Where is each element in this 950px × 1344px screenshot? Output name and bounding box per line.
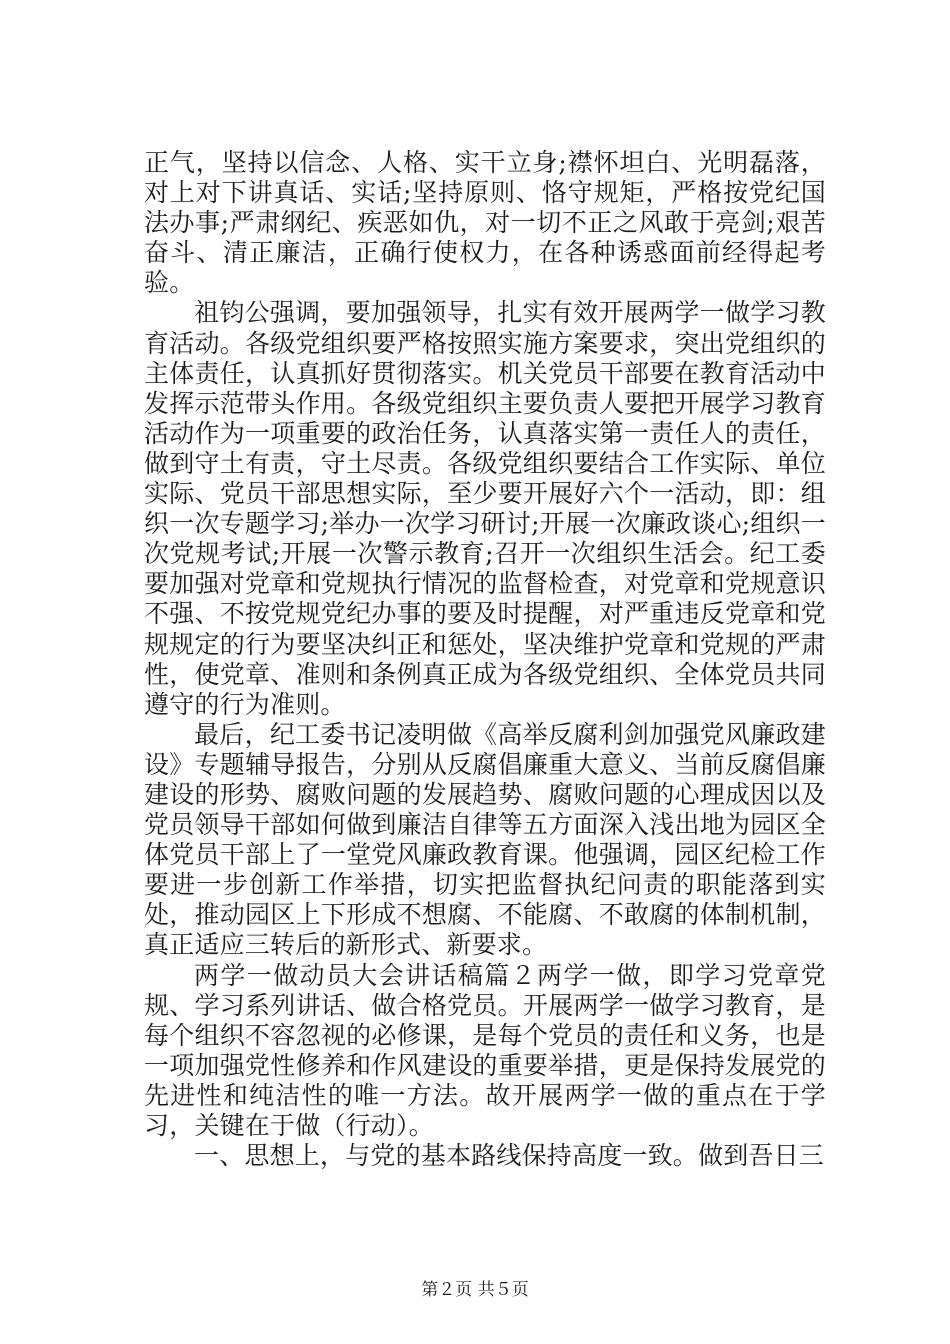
paragraph-3: 最后，纪工委书记凌明做《高举反腐利剑加强党风廉政建设》专题辅导报告，分别从反腐倡廉重大意义、当前反腐倡廉建设的形势、腐败问题的发展趋势、腐败问题的心理成因以及党员领导干部如何做到廉洁自律等五方面深入浅出地为园区全体党员干部上了一堂党风廉政教育课。他强调，园区纪检工作要进一步创新工作举措，切实把监督执纪问责的职能落到实处，推动园区上下形成不想腐、不能腐、不敢腐的体制机制，真正适应三转后的新形式、新要求。: [144, 719, 826, 960]
paragraph-5: 一、思想上，与党的基本路线保持高度一致。做到吾日三: [194, 1141, 825, 1171]
page-number-footer: 第２页 共５页: [421, 1280, 529, 1300]
document-body: [144, 148, 826, 1171]
paragraph-2: 祖钧公强调，要加强领导，扎实有效开展两学一做学习教育活动。各级党组织要严格按照实施方案要求，突出党组织的主体责任，认真抓好贯彻落实。机关党员干部要在教育活动中发挥示范带头作用。各级党组织主要负责人要把开展学习教育活动作为一项重要的政治任务，认真落实第一责任人的责任，做到守土有责，守土尽责。各级党组织要结合工作实际、单位实际、党员干部思想实际，至少要开展好六个一活动，即：组织一次专题学习;举办一次学习研讨;开展一次廉政谈心;组织一次党规考试;开展一次警示教育;召开一次组织生活会。纪工委要加强对党章和党规执行情况的监督检查，对党章和党规意识不强、不按党规党纪办事的要及时提醒，对严重违反党章和党规规定的行为要坚决纠正和惩处，坚决维护党章和党规的严肃性，使党章、准则和条例真正成为各级党组织、全体党员共同遵守的行为准则。: [144, 298, 826, 719]
paragraph-1: 正气，坚持以信念、人格、实干立身;襟怀坦白、光明磊落，对上对下讲真话、实话;坚持原则、恪守规矩，严格按党纪国法办事;严肃纲纪、疾恶如仇，对一切不正之风敢于亮剑;艰苦奋斗、清正廉洁，正确行使权力，在各种诱惑面前经得起考验。: [144, 148, 826, 298]
paragraph-4: 两学一做动员大会讲话稿篇２两学一做，即学习党章党规、学习系列讲话、做合格党员。开展两学一做学习教育，是每个组织不容忽视的必修课，是每个党员的责任和义务，也是一项加强党性修养和作风建设的重要举措，更是保持发展党的先进性和纯洁性的唯一方法。故开展两学一做的重点在于学习，关键在于做（行动）。: [144, 960, 826, 1140]
